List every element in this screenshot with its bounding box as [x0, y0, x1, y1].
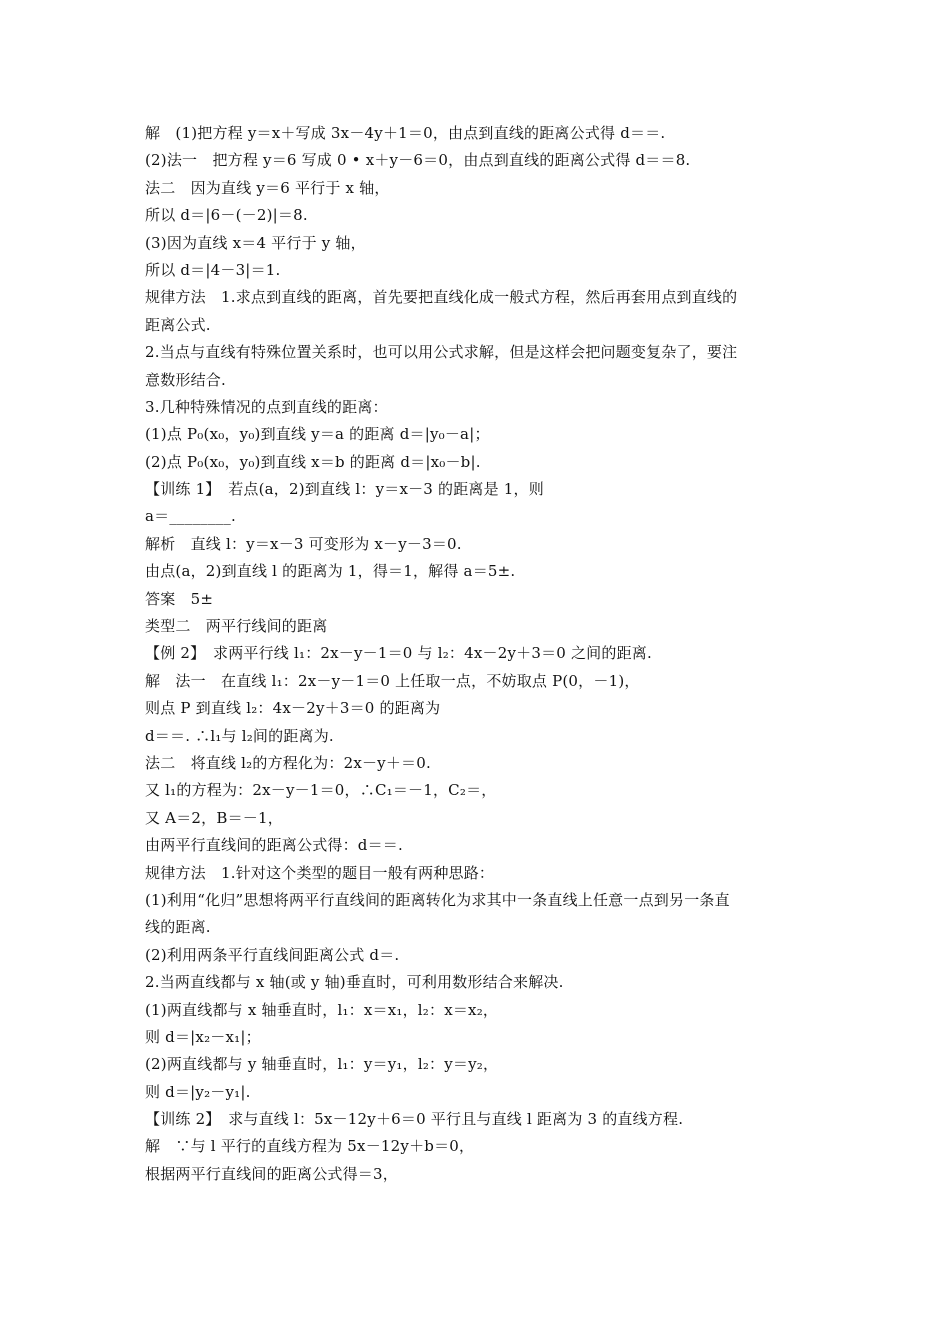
text-line: 所以 d＝|6－(－2)|＝8.: [145, 206, 308, 225]
text-line: a＝________.: [145, 507, 236, 526]
exercise-heading: 【训练 1】 若点(a，2)到直线 l：y＝x－3 的距离是 1，则: [145, 480, 544, 499]
example-heading: 【例 2】 求两平行线 l₁：2x－y－1＝0 与 l₂：4x－2y＋3＝0 之间的距离.: [145, 644, 652, 663]
text-line: (2)点 P₀(x₀，y₀)到直线 x＝b 的距离 d＝|x₀－b|.: [145, 452, 481, 471]
text-line: (2)利用两条平行直线间距离公式 d＝.: [145, 945, 400, 964]
text-line: 2.当两直线都与 x 轴(或 y 轴)垂直时，可利用数形结合来解决.: [145, 973, 564, 992]
text-line: (2)两直线都与 y 轴垂直时，l₁：y＝y₁，l₂：y＝y₂，: [145, 1055, 499, 1074]
text-line: (2)法一 把方程 y＝6 写成 0 • x＋y－6＝0，由点到直线的距离公式得 d＝＝8.: [145, 151, 691, 170]
text-line: 解析 直线 l：y＝x－3 可变形为 x－y－3＝0.: [145, 534, 462, 553]
text-line: (1)利用“化归”思想将两平行直线间的距离转化为求其中一条直线上任意一点到另一条直: [145, 890, 730, 909]
text-line: (3)因为直线 x＝4 平行于 y 轴，: [145, 233, 366, 252]
text-line: 又 l₁的方程为：2x－y－1＝0，∴C₁＝－1，C₂＝，: [145, 781, 497, 800]
section-heading: 类型二 两平行线间的距离: [145, 617, 328, 636]
exercise-heading: 【训练 2】 求与直线 l：5x－12y＋6＝0 平行且与直线 l 距离为 3 的直线方程.: [145, 1110, 684, 1129]
text-line: 意数形结合.: [145, 370, 226, 389]
text-line: 法二 将直线 l₂的方程化为：2x－y＋＝0.: [145, 753, 431, 772]
text-line: d＝＝. ∴l₁与 l₂间的距离为.: [145, 726, 334, 745]
text-line: 则点 P 到直线 l₂：4x－2y＋3＝0 的距离为: [145, 699, 441, 718]
text-line: 根据两平行直线间的距离公式得＝3，: [145, 1164, 398, 1183]
text-line: 3.几种特殊情况的点到直线的距离：: [145, 397, 388, 416]
text-line: 线的距离.: [145, 918, 211, 937]
text-line: 2.当点与直线有特殊位置关系时，也可以用公式求解，但是这样会把问题变复杂了，要注: [145, 343, 738, 362]
text-line: 所以 d＝|4－3|＝1.: [145, 260, 281, 279]
text-line: 规律方法 1.针对这个类型的题目一般有两种思路：: [145, 863, 495, 882]
text-line: 解 ∵与 l 平行的直线方程为 5x－12y＋b＝0，: [145, 1137, 475, 1156]
text-line: 又 A＝2，B＝－1，: [145, 808, 283, 827]
text-line: 规律方法 1.求点到直线的距离，首先要把直线化成一般式方程，然后再套用点到直线的: [145, 288, 738, 307]
text-line: 解 法一 在直线 l₁：2x－y－1＝0 上任取一点，不妨取点 P(0，－1)，: [145, 671, 640, 690]
text-line: 由两平行直线间的距离公式得：d＝＝.: [145, 836, 403, 855]
answer-line: 答案 5±: [145, 589, 214, 608]
text-line: 则 d＝|x₂－x₁|；: [145, 1027, 261, 1046]
text-line: 解 (1)把方程 y＝x＋写成 3x－4y＋1＝0，由点到直线的距离公式得 d＝＝.: [145, 124, 666, 142]
text-line: (1)两直线都与 x 轴垂直时，l₁：x＝x₁，l₂：x＝x₂，: [145, 1000, 499, 1019]
text-line: 则 d＝|y₂－y₁|.: [145, 1082, 251, 1101]
text-line: 法二 因为直线 y＝6 平行于 x 轴，: [145, 178, 390, 197]
text-line: (1)点 P₀(x₀，y₀)到直线 y＝a 的距离 d＝|y₀－a|；: [145, 425, 490, 444]
text-line: 距离公式.: [145, 315, 211, 334]
text-line: 由点(a，2)到直线 l 的距离为 1，得＝1，解得 a＝5±.: [145, 562, 516, 581]
document-body: [145, 120, 815, 1188]
